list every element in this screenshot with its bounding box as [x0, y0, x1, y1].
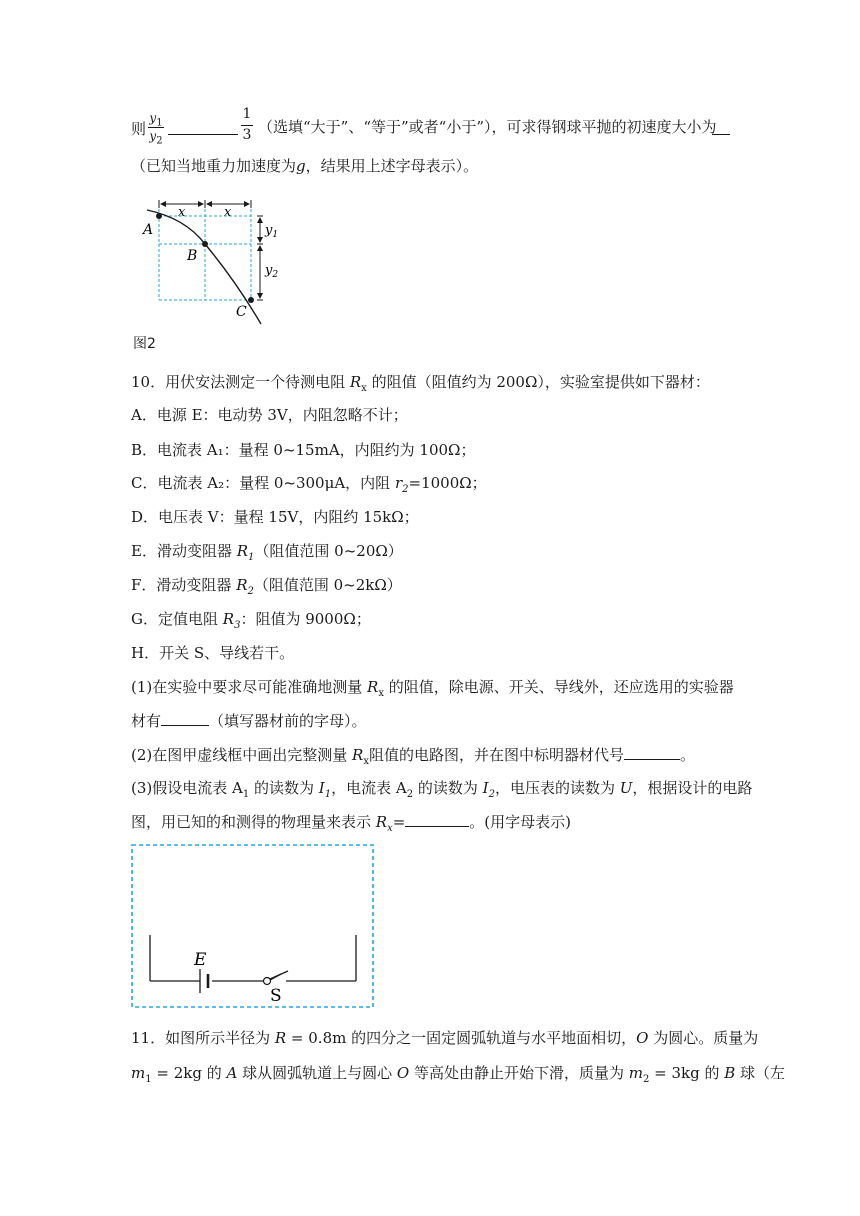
q10-item-g: G．定值电阻 $R_3$：阻值为 9000Ω； [131, 610, 371, 631]
third-denominator: 3 [242, 127, 252, 143]
q10-part3-line1: (3)假设电流表 $A_1$ 的读数为 $I_1$，电流表 $A_2$ 的读数为 $I_2$，电压表的读数为 U，根据设计的电路 [131, 779, 753, 800]
q10-item-f: F．滑动变阻器 $R_2$（阻值范围 0~2kΩ） [131, 576, 402, 597]
q9-line1-text: （选填“大于”、“等于”或者“小于”），可求得钢球平抛的初速度大小为 [258, 118, 717, 136]
q11-line1: 11．如图所示半径为 R = 0.8m 的四分之一固定圆弧轨道与水平地面相切，O 为圆心。质量为 [131, 1029, 759, 1047]
answer-blank-compare[interactable] [168, 134, 238, 135]
label-point-a: A [143, 222, 154, 238]
q10-part1-line2: 材有 （填写器材前的字母）。 [131, 712, 367, 730]
label-e: E [194, 950, 207, 970]
label-y1: $y_1$ [265, 223, 279, 240]
q11-line2: $m_1 = 2kg$ 的 A 球从圆弧轨道上与圆心 O 等高处由静止开始下滑，质量为 $m_2 = 3kg$ 的 B 球（左 [131, 1064, 786, 1085]
battery-symbol [200, 969, 208, 993]
q10-item-h: H．开关 S、导线若干。 [131, 644, 295, 662]
third-bar [241, 125, 253, 126]
label-y2: $y_2$ [265, 263, 279, 280]
q10-part3-line2: 图，用已知的和测得的物理量来表示 $R_x=$ 。(用字母表示) [131, 813, 572, 834]
y-dimension-arrows [257, 216, 263, 300]
label-s: S [270, 986, 282, 1006]
answer-blank-velocity[interactable] [712, 134, 730, 135]
answer-blank-equipment[interactable] [161, 711, 209, 726]
dashed-frame [132, 845, 373, 1007]
answer-blank-rx[interactable] [405, 812, 469, 827]
ratio-denominator: $y_2$ [149, 129, 163, 147]
circuit-diagram-box[interactable] [130, 843, 376, 1010]
point-c-dot [248, 297, 254, 303]
q10-part1-line1: (1)在实验中要求尽可能准确地测量 $R_x$ 的阻值，除电源、开关、导线外，还应选用的实验器 [131, 678, 734, 699]
ratio-numerator: $y_1$ [149, 111, 163, 129]
q10-item-d: D．电压表 V：量程 15V，内阻约 15kΩ； [131, 508, 419, 526]
q9-prefix: 则 [131, 120, 147, 138]
q10-item-b: B．电流表 A₁：量程 0~15mA，内阻约为 100Ω； [131, 441, 476, 459]
label-x1: x [178, 205, 186, 220]
point-a-dot [156, 213, 162, 219]
figure2-caption: 图2 [133, 336, 156, 352]
q10-item-a: A．电源 E：电动势 3V，内阻忽略不计； [131, 406, 408, 424]
label-point-c: C [236, 304, 247, 320]
label-point-b: B [187, 248, 198, 264]
x-dimension-arrows [159, 200, 251, 208]
q10-part2: (2)在图甲虚线框中画出完整测量 $R_x$阻值的电路图，并在图中标明器材代号 。 [131, 746, 695, 767]
q9-line2: （已知当地重力加速度为g，结果用上述字母表示）。 [131, 157, 479, 175]
circuit-wires [150, 935, 356, 981]
third-numerator: 1 [242, 106, 252, 122]
switch-symbol [264, 971, 289, 985]
figure2-trajectory-diagram [135, 190, 279, 330]
point-b-dot [202, 241, 208, 247]
q10-item-e: E．滑动变阻器 $R_1$（阻值范围 0~20Ω） [131, 542, 403, 563]
q10-item-c: C．电流表 A₂：量程 0~300μA，内阻 $r_2=1000\Omega$； [131, 474, 487, 495]
ratio-bar [148, 127, 164, 128]
answer-blank-circuit[interactable] [624, 745, 680, 760]
label-x2: x [224, 205, 232, 220]
q10-intro: 10．用伏安法测定一个待测电阻 $R_x$ 的阻值（阻值约为 200Ω），实验室提供如下器材： [131, 373, 710, 394]
